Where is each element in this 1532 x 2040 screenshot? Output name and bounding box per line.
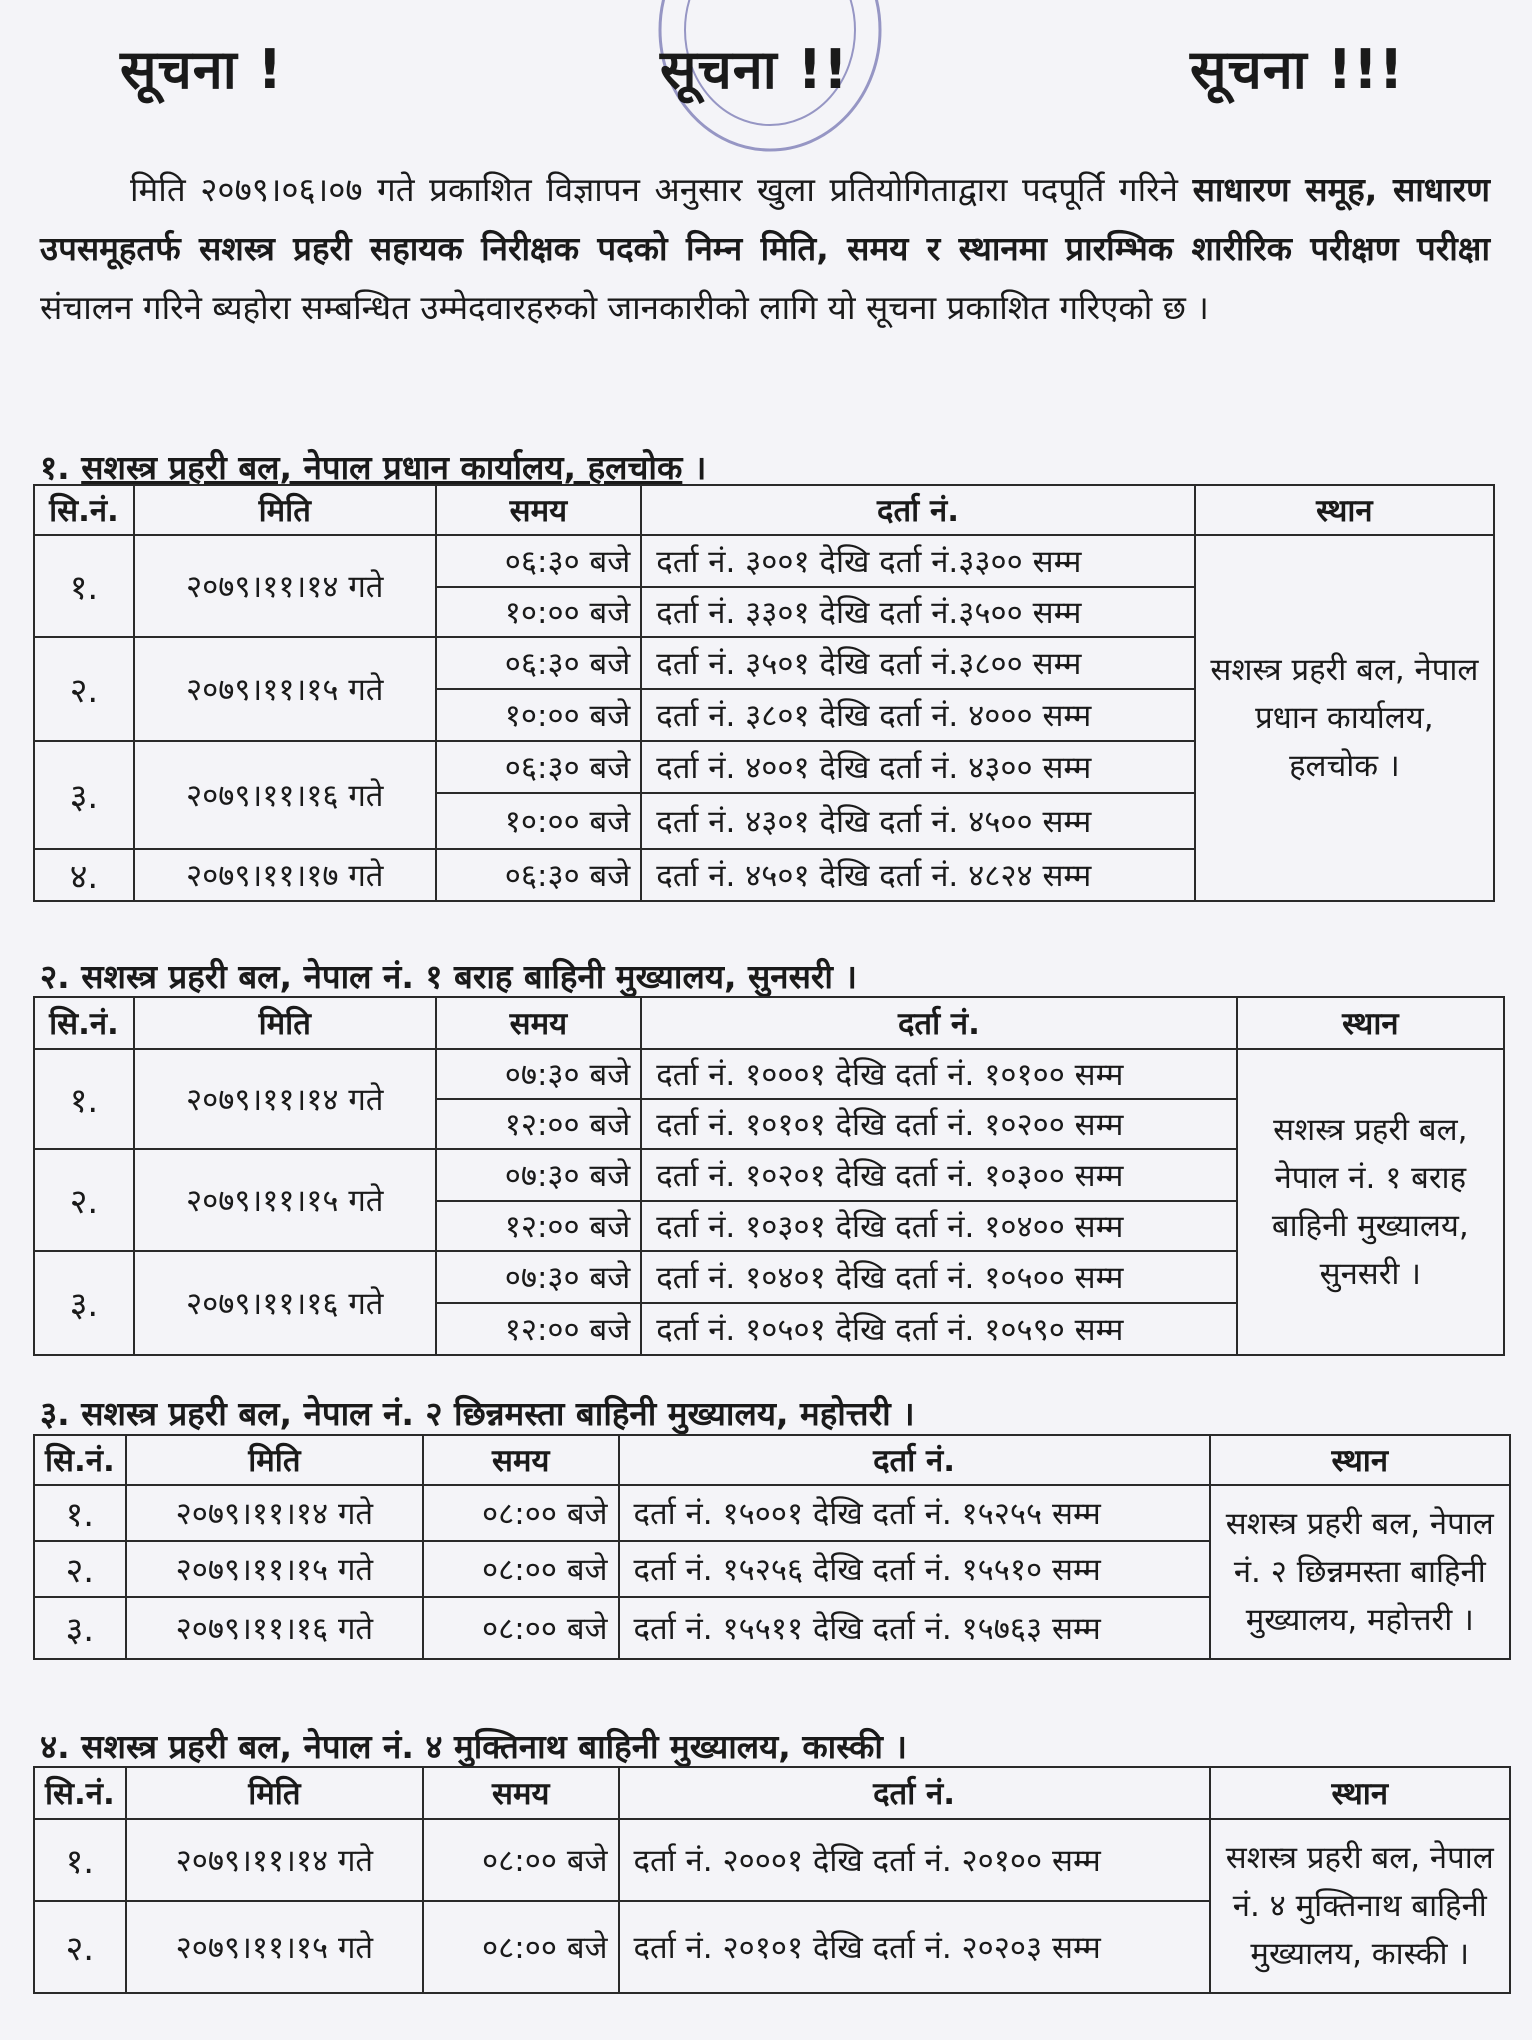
exam-time: १०:०० बजे (436, 793, 642, 849)
exam-date: २०७९।११।१५ गते (126, 1901, 423, 1993)
column-header-place: स्थान (1195, 485, 1494, 535)
section-num: १. (40, 448, 70, 487)
column-header-time: समय (436, 485, 642, 535)
registration-range: दर्ता नं. १०५०१ देखि दर्ता नं. १०५९० सम्म (641, 1303, 1236, 1355)
table-row (34, 1485, 1510, 1541)
section-num: ३. (40, 1394, 70, 1433)
table-row (34, 1049, 1504, 1099)
section-end: । (902, 1394, 915, 1433)
intro-rest: संचालन गरिने ब्यहोरा सम्बन्धित उम्मेदवारहरुको जानकारीको लागि यो सूचना प्रकाशित गरिएको छ । (40, 288, 1209, 327)
schedule-table-1 (33, 484, 1495, 902)
exam-date: २०७९।११।१७ गते (134, 849, 436, 901)
registration-range: दर्ता नं. १०२०१ देखि दर्ता नं. १०३०० सम्म (641, 1149, 1236, 1201)
exam-time: ०७:३० बजे (436, 1149, 642, 1201)
exam-time: ०६:३० बजे (436, 741, 642, 793)
section-end: । (894, 1727, 907, 1766)
exam-date: २०७९।११।१४ गते (126, 1819, 423, 1901)
table-header-row (34, 997, 1504, 1049)
section-title-4 (40, 1723, 907, 1768)
exam-time: १२:०० बजे (436, 1303, 642, 1355)
exam-time: ०६:३० बजे (436, 637, 642, 689)
exam-time: १०:०० बजे (436, 689, 642, 741)
column-header-reg: दर्ता नं. (641, 997, 1236, 1049)
column-header-place: स्थान (1210, 1435, 1510, 1485)
column-header-date: मिति (126, 1767, 423, 1819)
exam-date: २०७९।११।१६ गते (134, 1251, 436, 1355)
exam-date: २०७९।११।१४ गते (134, 1049, 436, 1149)
serial-number: २. (34, 637, 134, 741)
registration-range: दर्ता नं. ४५०१ देखि दर्ता नं. ४८२४ सम्म (641, 849, 1195, 901)
exam-date: २०७९।११।१४ गते (126, 1485, 423, 1541)
column-header-place: स्थान (1210, 1767, 1510, 1819)
section-name: सशस्त्र प्रहरी बल, नेपाल नं. १ बराह बाहिनी मुख्यालय, सुनसरी (81, 957, 833, 996)
registration-range: दर्ता नं. १५००१ देखि दर्ता नं. १५२५५ सम्म (619, 1485, 1210, 1541)
exam-time: १२:०० बजे (436, 1201, 642, 1251)
registration-range: दर्ता नं. ३५०१ देखि दर्ता नं.३८०० सम्म (641, 637, 1195, 689)
table-header-row (34, 485, 1494, 535)
column-header-date: मिति (134, 485, 436, 535)
column-header-place: स्थान (1237, 997, 1504, 1049)
column-header-reg: दर्ता नं. (619, 1435, 1210, 1485)
schedule-table-3 (33, 1434, 1511, 1660)
notice-heading-right: सूचना !!! (1190, 38, 1405, 101)
section-name: सशस्त्र प्रहरी बल, नेपाल नं. ४ मुक्तिनाथ बाहिनी मुख्यालय, कास्की (81, 1727, 883, 1766)
registration-range: दर्ता नं. १०००१ देखि दर्ता नं. १०१०० सम्म (641, 1049, 1236, 1099)
exam-date: २०७९।११।१६ गते (126, 1597, 423, 1659)
serial-number: १. (34, 535, 134, 637)
serial-number: ३. (34, 741, 134, 849)
table-header-row (34, 1767, 1510, 1819)
exam-time: ०७:३० बजे (436, 1049, 642, 1099)
section-end: । (693, 448, 707, 487)
exam-venue: सशस्त्र प्रहरी बल, नेपाल नं. ४ मुक्तिनाथ बाहिनी मुख्यालय, कास्की । (1210, 1819, 1510, 1993)
registration-range: दर्ता नं. १०१०१ देखि दर्ता नं. १०२०० सम्म (641, 1099, 1236, 1149)
registration-range: दर्ता नं. ४३०१ देखि दर्ता नं. ४५०० सम्म (641, 793, 1195, 849)
exam-venue: सशस्त्र प्रहरी बल, नेपाल नं. १ बराह बाहिनी मुख्यालय, सुनसरी । (1237, 1049, 1504, 1355)
exam-time: ०८:०० बजे (423, 1541, 619, 1597)
registration-range: दर्ता नं. २०१०१ देखि दर्ता नं. २०२०३ सम्म (619, 1901, 1210, 1993)
schedule-table-4 (33, 1766, 1511, 1994)
registration-range: दर्ता नं. १०४०१ देखि दर्ता नं. १०५०० सम्म (641, 1251, 1236, 1303)
exam-time: १०:०० बजे (436, 587, 642, 637)
serial-number: ३. (34, 1597, 126, 1659)
registration-range: दर्ता नं. २०००१ देखि दर्ता नं. २०१०० सम्म (619, 1819, 1210, 1901)
exam-time: ०६:३० बजे (436, 849, 642, 901)
registration-range: दर्ता नं. ३३०१ देखि दर्ता नं.३५०० सम्म (641, 587, 1195, 637)
serial-number: १. (34, 1819, 126, 1901)
section-num: ४. (40, 1727, 70, 1766)
section-num: २. (40, 957, 70, 996)
column-header-time: समय (423, 1435, 619, 1485)
section-title-1 (40, 444, 706, 489)
column-header-sn: सि.नं. (34, 485, 134, 535)
column-header-sn: सि.नं. (34, 1767, 126, 1819)
section-name: सशस्त्र प्रहरी बल, नेपाल प्रधान कार्यालय, हलचोक (81, 448, 683, 487)
notice-heading-middle: सूचना !! (660, 38, 849, 101)
exam-time: १२:०० बजे (436, 1099, 642, 1149)
section-title-2 (40, 953, 857, 998)
section-name: सशस्त्र प्रहरी बल, नेपाल नं. २ छिन्नमस्ता बाहिनी मुख्यालय, महोत्तरी (81, 1394, 891, 1433)
section-end: । (844, 957, 857, 996)
table-row (34, 535, 1494, 587)
schedule-table-2 (33, 996, 1505, 1356)
exam-date: २०७९।११।१५ गते (134, 1149, 436, 1251)
serial-number: १. (34, 1049, 134, 1149)
notice-heading-left: सूचना ! (120, 38, 284, 101)
column-header-date: मिति (126, 1435, 423, 1485)
column-header-sn: सि.नं. (34, 1435, 126, 1485)
intro-lead: मिति २०७९।०६।०७ गते प्रकाशित विज्ञापन अनुसार खुला प्रतियोगिताद्वारा पदपूर्ति गरिने (130, 170, 1178, 209)
exam-venue: सशस्त्र प्रहरी बल, नेपाल नं. २ छिन्नमस्ता बाहिनी मुख्यालय, महोत्तरी । (1210, 1485, 1510, 1659)
serial-number: २. (34, 1901, 126, 1993)
exam-time: ०८:०० बजे (423, 1819, 619, 1901)
exam-time: ०८:०० बजे (423, 1485, 619, 1541)
column-header-sn: सि.नं. (34, 997, 134, 1049)
column-header-time: समय (436, 997, 642, 1049)
serial-number: १. (34, 1485, 126, 1541)
registration-range: दर्ता नं. ३००१ देखि दर्ता नं.३३०० सम्म (641, 535, 1195, 587)
exam-date: २०७९।११।१४ गते (134, 535, 436, 637)
serial-number: ३. (34, 1251, 134, 1355)
exam-time: ०६:३० बजे (436, 535, 642, 587)
table-header-row (34, 1435, 1510, 1485)
registration-range: दर्ता नं. १०३०१ देखि दर्ता नं. १०४०० सम्म (641, 1201, 1236, 1251)
column-header-date: मिति (134, 997, 436, 1049)
serial-number: २. (34, 1149, 134, 1251)
registration-range: दर्ता नं. १५५११ देखि दर्ता नं. १५७६३ सम्म (619, 1597, 1210, 1659)
intro-bold: साधारण समूह, साधारण उपसमूहतर्फ सशस्त्र प्रहरी सहायक निरीक्षक पदको निम्न मिति, समय र स्थानमा प्रारम्भिक शारीरिक परीक्षण परीक्षा (40, 170, 1490, 268)
exam-date: २०७९।११।१५ गते (134, 637, 436, 741)
column-header-reg: दर्ता नं. (641, 485, 1195, 535)
exam-time: ०८:०० बजे (423, 1597, 619, 1659)
column-header-time: समय (423, 1767, 619, 1819)
column-header-reg: दर्ता नं. (619, 1767, 1210, 1819)
registration-range: दर्ता नं. ३८०१ देखि दर्ता नं. ४००० सम्म (641, 689, 1195, 741)
exam-date: २०७९।११।१५ गते (126, 1541, 423, 1597)
serial-number: २. (34, 1541, 126, 1597)
intro-paragraph (40, 160, 1490, 337)
table-row (34, 1819, 1510, 1901)
serial-number: ४. (34, 849, 134, 901)
section-title-3 (40, 1390, 915, 1435)
exam-time: ०८:०० बजे (423, 1901, 619, 1993)
exam-date: २०७९।११।१६ गते (134, 741, 436, 849)
exam-venue: सशस्त्र प्रहरी बल, नेपाल प्रधान कार्यालय, हलचोक । (1195, 535, 1494, 901)
registration-range: दर्ता नं. १५२५६ देखि दर्ता नं. १५५१० सम्म (619, 1541, 1210, 1597)
exam-time: ०७:३० बजे (436, 1251, 642, 1303)
registration-range: दर्ता नं. ४००१ देखि दर्ता नं. ४३०० सम्म (641, 741, 1195, 793)
